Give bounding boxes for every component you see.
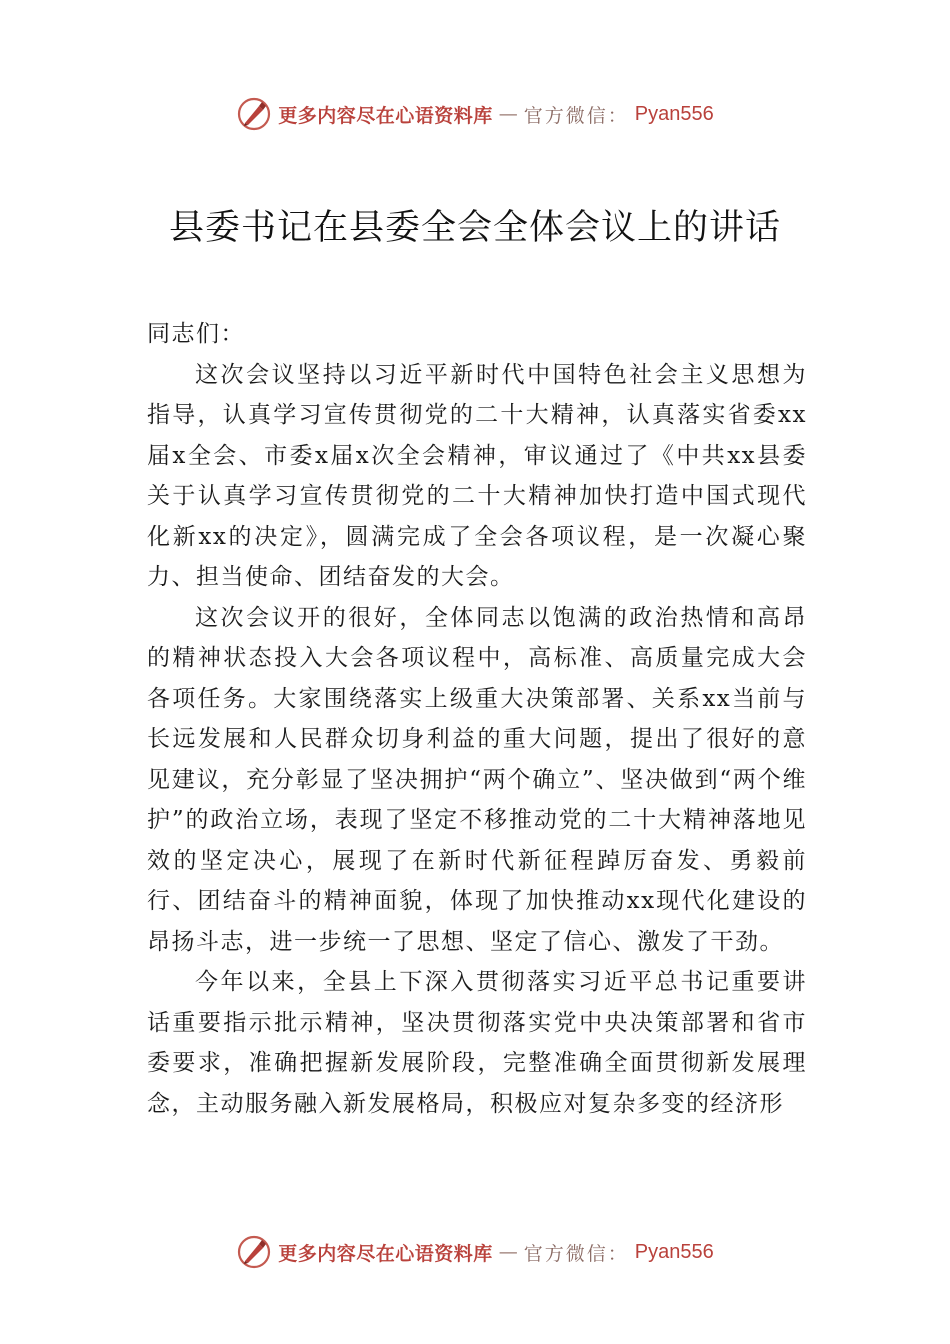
document-body <box>147 314 807 1124</box>
document-title: 县委书记在县委全会全体会议上的讲话 <box>168 208 781 248</box>
banner-text: 更多内容尽在心语资料库 <box>278 104 493 127</box>
banner-text: 更多内容尽在心语资料库 <box>278 1242 493 1265</box>
banner-wechat-id: Pyan556 <box>634 1240 714 1263</box>
footer-banner <box>0 1228 950 1276</box>
pen-nib-logo-icon <box>236 96 272 132</box>
pen-nib-logo-icon <box>236 1234 272 1270</box>
paragraph-2: 这次会议开的很好，全体同志以饱满的政治热情和高昂的精神状态投入大会各项议程中，高标准、高质量完成大会各项任务。大家围绕落实上级重大决策部署、关系xx当前与长远发展和人民群众切身利益的重大问题，提出了很好的意见建议，充分彰显了坚决拥护“两个确立”、坚决做到“两个维护”的政治立场，表现了坚定不移推动党的二十大精神落地见效的坚定决心，展现了在新时代新征程踔厉奋发、勇毅前行、团结奋斗的精神面貌，体现了加快推动xx现代化建设的昂扬斗志，进一步统一了思想、坚定了信心、激发了干劲。 <box>147 604 807 955</box>
paragraph-3: 今年以来，全县上下深入贯彻落实习近平总书记重要讲话重要指示批示精神，坚决贯彻落实党中央决策部署和省市委要求，准确把握新发展阶段，完整准确全面贯彻新发展理念，主动服务融入新发展格局，积极应对复杂多变的经济形 <box>147 969 807 1117</box>
banner-wechat-label: 官方微信： <box>523 104 629 127</box>
salutation: 同志们： <box>147 321 245 347</box>
paragraph-1: 这次会议坚持以习近平新时代中国特色社会主义思想为指导，认真学习宣传贯彻党的二十大精神，认真落实省委xx届x全会、市委x届x次全会精神，审议通过了《中共xx县委关于认真学习宣传贯彻党的二十大精神加快打造中国式现代化新xx的决定》，圆满完成了全会各项议程，是一次凝心聚力、担当使命、团结奋发的大会。 <box>147 361 807 590</box>
banner-wechat-label: 官方微信： <box>523 1242 629 1265</box>
banner-separator: — <box>498 103 518 125</box>
header-banner <box>0 90 950 138</box>
banner-wechat-id: Pyan556 <box>634 102 714 125</box>
banner-separator: — <box>498 1241 518 1263</box>
